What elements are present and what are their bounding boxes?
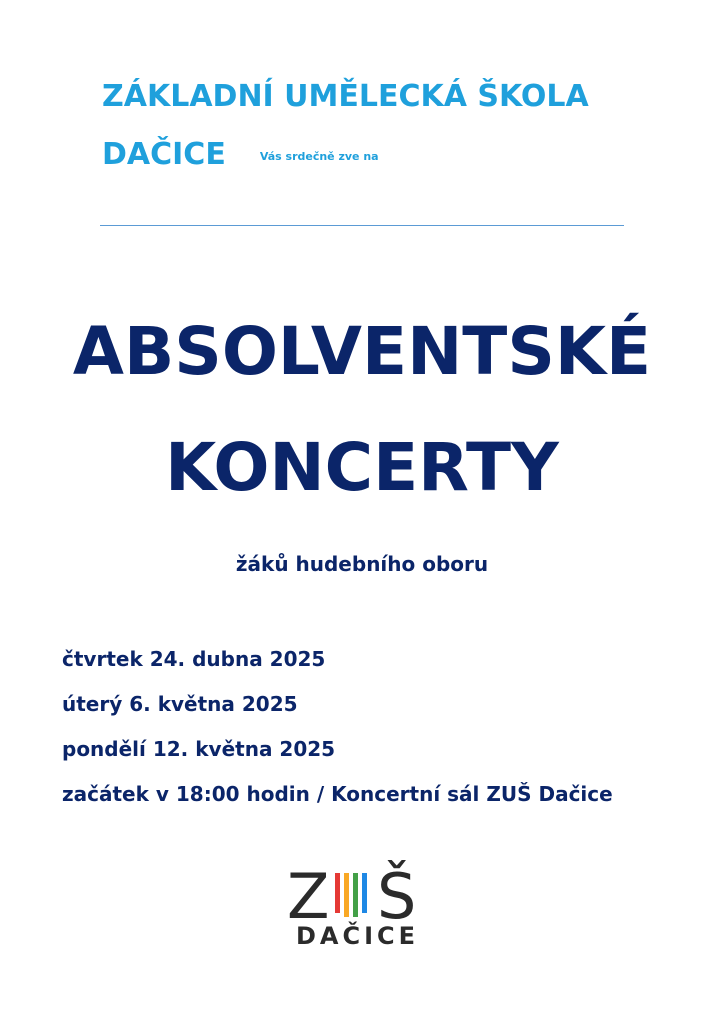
start-time-venue: začátek v 18:00 hodin / Koncertní sál ZUŠ Dačice: [62, 782, 613, 806]
logo-stripe-red: [335, 873, 340, 913]
date-line-1: čtvrtek 24. dubna 2025: [62, 647, 326, 671]
zus-logo: [285, 855, 430, 955]
school-name-text1: ZÁKLADNÍ UMĚLECKÁ ŠKOLA: [102, 79, 589, 114]
school-city: DAČICE: [102, 137, 226, 172]
logo-stripe-blue: [362, 873, 367, 913]
dates-list: [62, 644, 613, 824]
title-line2: KONCERTY: [165, 429, 559, 506]
logo-stripe-green: [353, 873, 358, 917]
school-name-line1: [102, 80, 589, 114]
invite-text: Vás srdečně zve na: [259, 150, 379, 163]
logo-letter-z: Z: [287, 860, 330, 927]
school-name-line2: [102, 138, 379, 174]
logo-letter-s: Š: [377, 860, 417, 927]
date-line-3: pondělí 12. května 2025: [62, 737, 336, 761]
subtitle: žáků hudebního oboru: [235, 552, 489, 576]
logo-u-stripes: [335, 873, 367, 917]
logo-stripe-yellow: [344, 873, 349, 917]
logo-city: DAČICE: [295, 922, 420, 950]
header-divider: [100, 225, 624, 226]
zus-logo-mark: [285, 855, 430, 927]
date-line-2: úterý 6. května 2025: [62, 692, 298, 716]
title-line1: ABSOLVENTSKÉ: [72, 313, 652, 390]
